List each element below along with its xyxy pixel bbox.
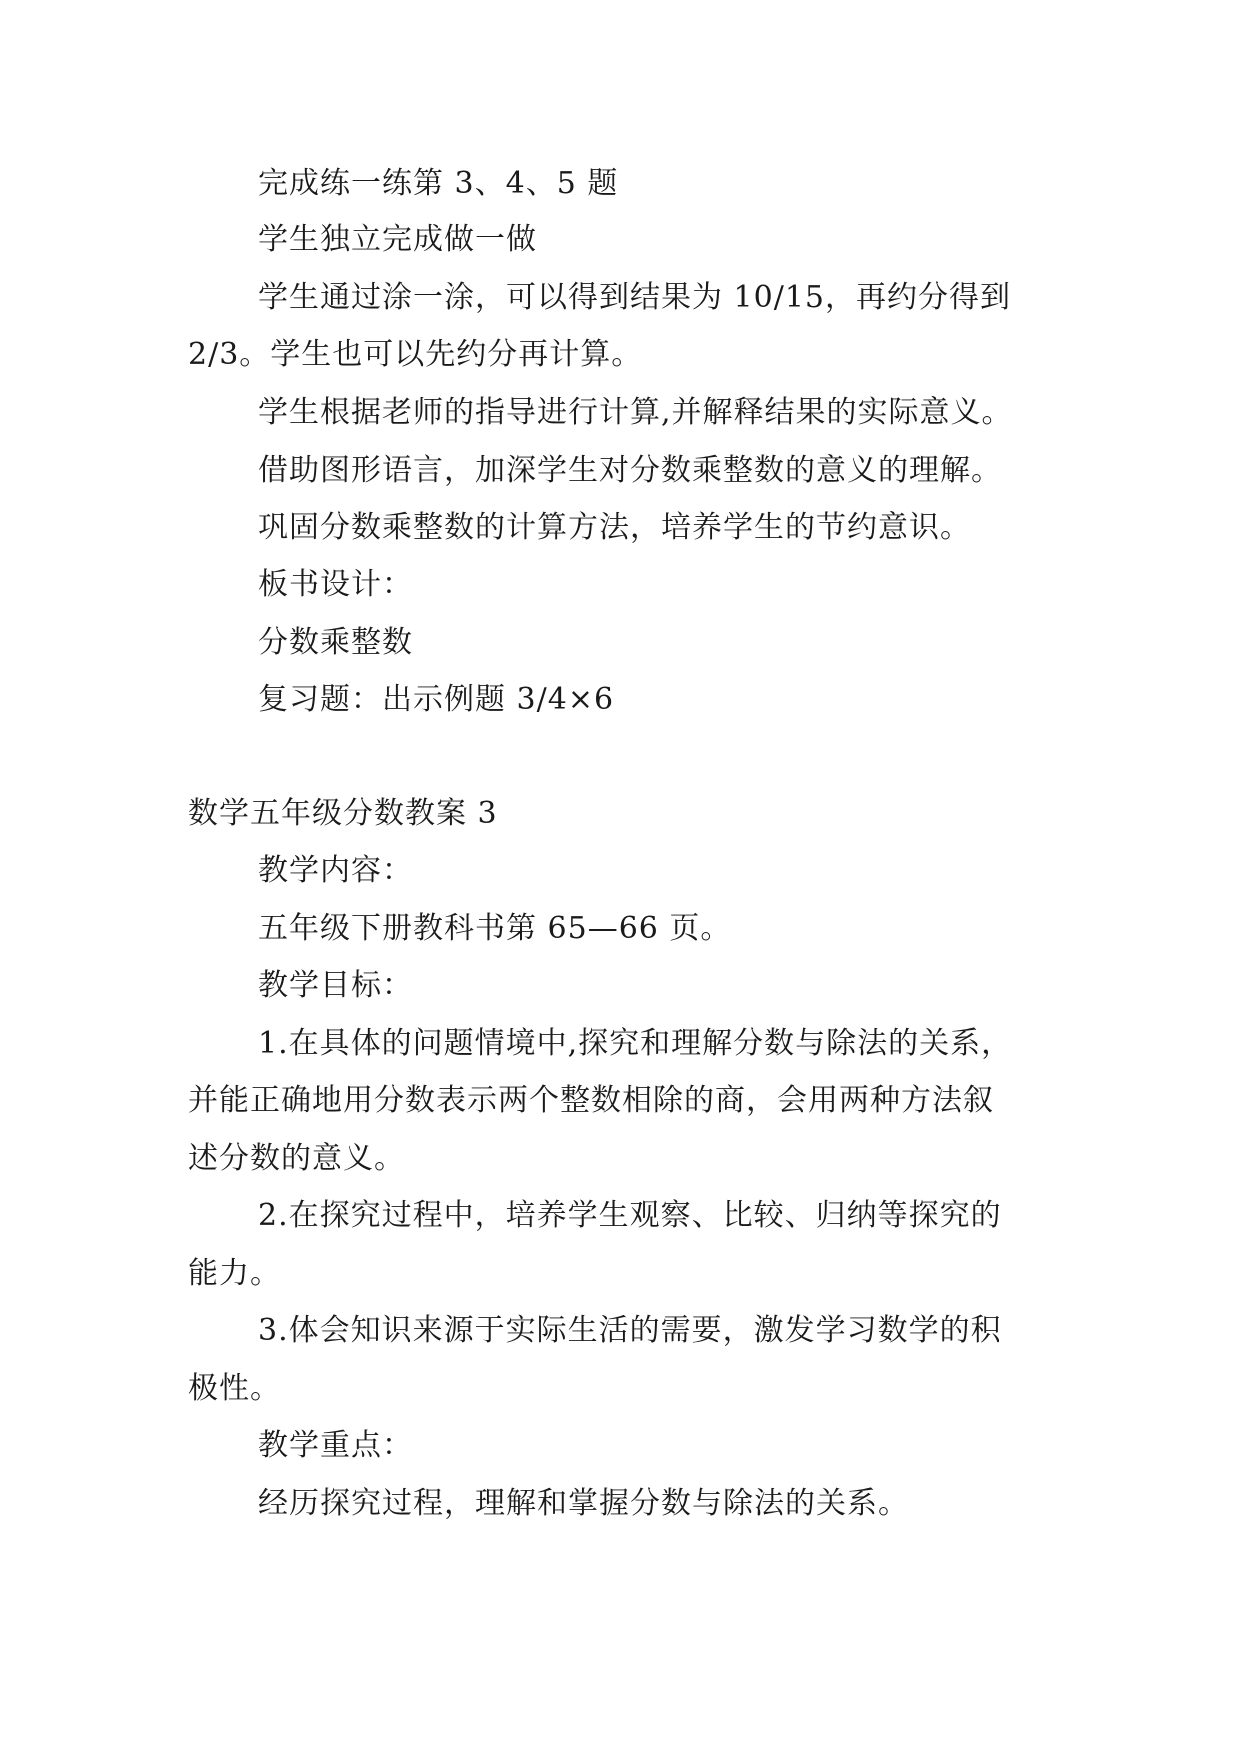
text-line: 经历探究过程，理解和掌握分数与除法的关系。 xyxy=(258,1486,909,1521)
text-line: 复习题：出示例题 3/4×6 xyxy=(258,682,615,717)
text-line: 教学内容： xyxy=(258,853,413,888)
text-line: 极性。 xyxy=(188,1371,281,1406)
text-line: 板书设计： xyxy=(258,567,413,602)
text-line: 分数乘整数 xyxy=(258,625,413,660)
text-line: 学生独立完成做一做 xyxy=(258,222,537,257)
section-title: 数学五年级分数教案 3 xyxy=(188,796,498,831)
text-line: 并能正确地用分数表示两个整数相除的商，会用两种方法叙 xyxy=(188,1083,994,1118)
text-line: 巩固分数乘整数的计算方法，培养学生的节约意识。 xyxy=(258,510,971,545)
text-line: 学生通过涂一涂，可以得到结果为 10/15，再约分得到 xyxy=(258,280,1011,315)
text-line: 3.体会知识来源于实际生活的需要，激发学习数学的积 xyxy=(258,1313,1002,1348)
text-line: 教学目标： xyxy=(258,968,413,1003)
text-line: 述分数的意义。 xyxy=(188,1141,405,1176)
text-line: 1.在具体的问题情境中,探究和理解分数与除法的关系， xyxy=(258,1026,1013,1061)
text-line: 完成练一练第 3、4、5 题 xyxy=(258,166,619,201)
text-line: 能力。 xyxy=(188,1256,281,1291)
text-line: 借助图形语言，加深学生对分数乘整数的意义的理解。 xyxy=(258,453,1002,488)
text-line: 2/3。学生也可以先约分再计算。 xyxy=(188,337,643,372)
text-line: 五年级下册教科书第 65—66 页。 xyxy=(258,911,732,946)
text-line: 教学重点： xyxy=(258,1428,413,1463)
text-line: 学生根据老师的指导进行计算,并解释结果的实际意义。 xyxy=(258,395,1013,430)
text-line: 2.在探究过程中，培养学生观察、比较、归纳等探究的 xyxy=(258,1198,1002,1233)
